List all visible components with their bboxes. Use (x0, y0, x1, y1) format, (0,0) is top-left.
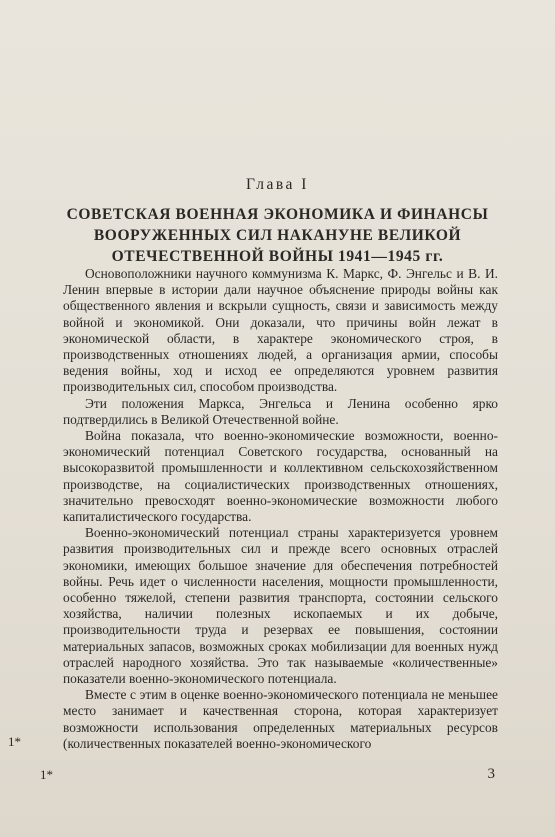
chapter-title (40, 204, 515, 267)
paragraph: Основоположники научного коммунизма К. Маркс, Ф. Энгельс и В. И. Ленин впервые в истории дали научное объяснение природы войны как общественного явления и вскрыли сущность, связи и зависимость между войной и экономикой. Они доказали, что причины войн лежат в экономической области, в характере экономического строя, в производственных отношениях людей, а организация армии, способы ведения войны, ход и исход ее определяются уровнем развития производительных сил, способом производства. (63, 266, 498, 395)
signature-mark: 1* (40, 767, 53, 782)
chapter-title-line: ОТЕЧЕСТВЕННОЙ ВОЙНЫ 1941—1945 гг. (111, 248, 444, 265)
paragraph: Вместе с этим в оценке военно-экономического потенциала не меньшее место занимает и качественная сторона, которая характеризует возможности использования определенных материальных ресурсов (количественных показателей военно-экономического (63, 687, 498, 751)
chapter-label: Глава I (246, 176, 309, 193)
paragraph: Эти положения Маркса, Энгельса и Ленина особенно ярко подтвердились в Великой Отечественной войне. (63, 395, 498, 427)
paragraph: Военно-экономический потенциал страны характеризуется уровнем развития производительных сил и прежде всего основных отраслей экономики, имеющих большое значение для обеспечения потребностей войны. Речь идет о численности населения, мощности промышленности, особенно тяжелой, степени развития транспорта, состоянии сельского хозяйства, наличии полезных ископаемых и их добыче, производительности труда и резервах ее повышения, состоянии материальных запасов, возможных сроках мобилизации для военных нужд отраслей народного хозяйства. Это так называемые «количественные» показатели военно-экономического потенциала. (63, 525, 498, 687)
body-text (63, 266, 498, 752)
margin-signature-mark: 1* (8, 734, 21, 749)
page-number: 3 (487, 766, 495, 782)
chapter-title-line: ВООРУЖЕННЫХ СИЛ НАКАНУНЕ ВЕЛИКОЙ (93, 227, 462, 244)
paragraph: Война показала, что военно-экономические возможности, военно-экономический потенциал Советского государства, основанный на высокоразвитой промышленности и коллективном сельскохозяйственном производстве, на социалистических производственных отношениях, значительно превосходят военно-экономические возможности любого капиталистического государства. (63, 428, 498, 525)
chapter-title-line: СОВЕТСКАЯ ВОЕННАЯ ЭКОНОМИКА И ФИНАНСЫ (66, 206, 489, 223)
